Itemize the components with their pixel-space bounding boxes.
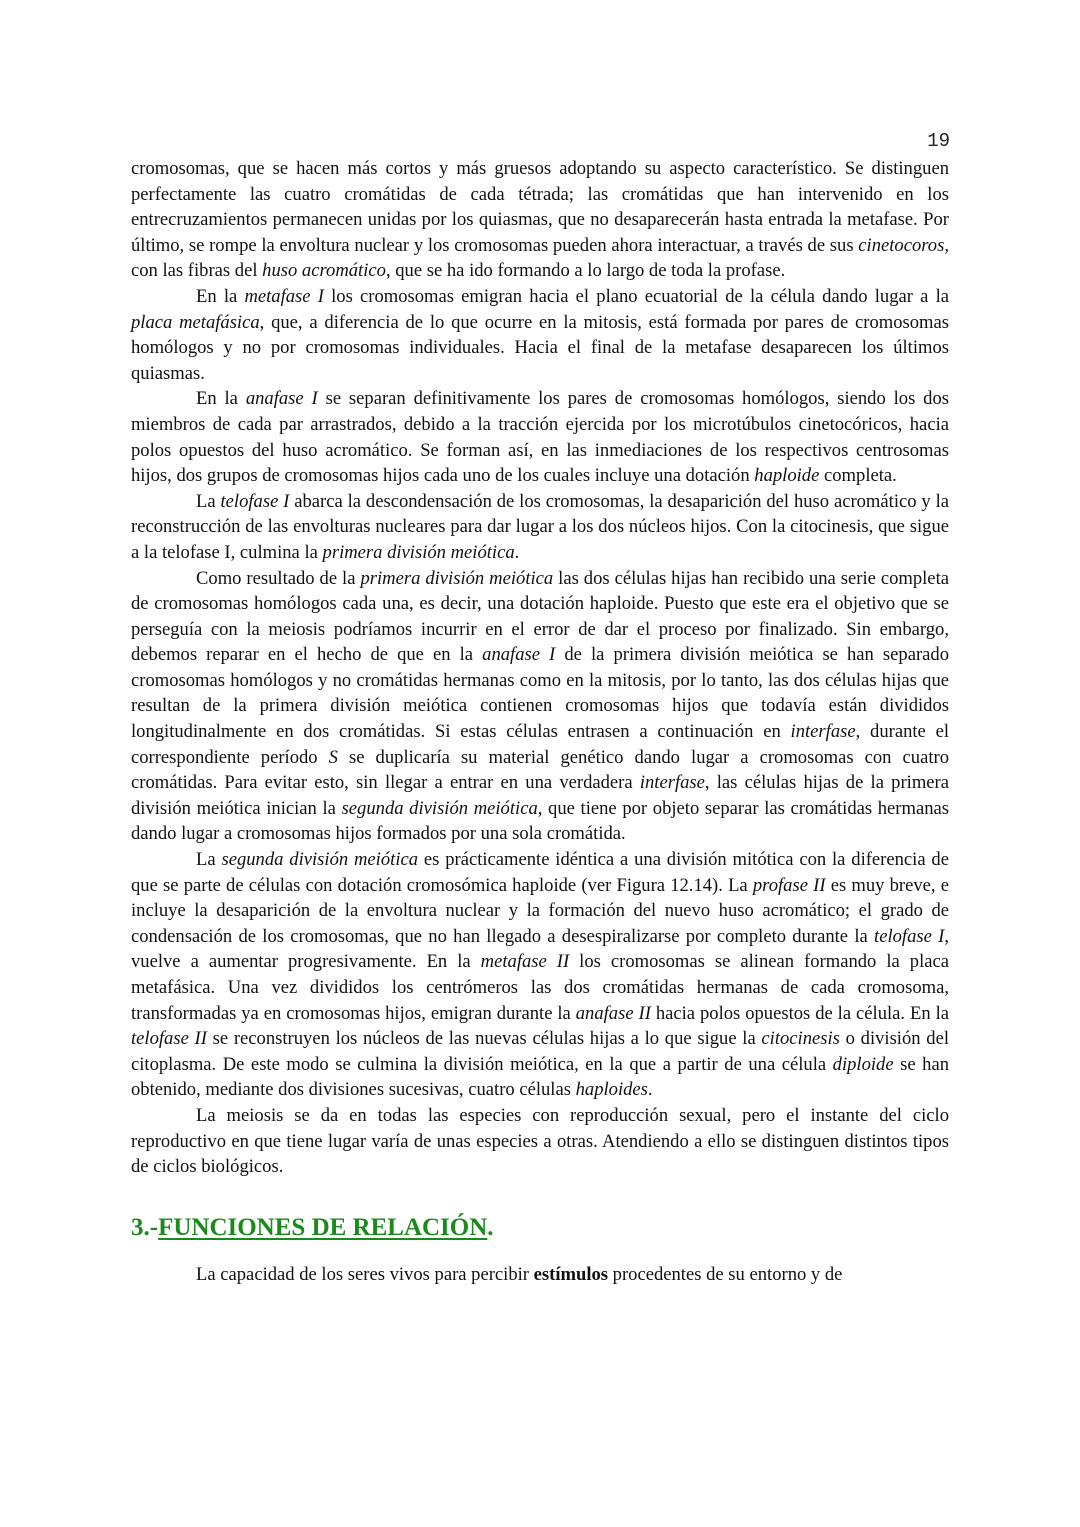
text-segment: es muy breve, e incluye la desaparición de la envoltura nuclear y la formación del nuevo huso acromático; el grado de condensación de los cromosomas, que no han llegado a desespiralizarse por completo durante la bbox=[131, 874, 949, 947]
text-segment: hacia polos opuestos de la célula. En la bbox=[650, 1002, 949, 1024]
paragraph bbox=[131, 847, 949, 1103]
italic-term: telofase II bbox=[131, 1028, 207, 1050]
paragraph bbox=[131, 156, 949, 284]
paragraph-list bbox=[131, 156, 949, 1180]
italic-term: primera división meiótica bbox=[322, 541, 515, 563]
italic-term: haploides bbox=[575, 1079, 648, 1101]
text-segment: se reconstruyen los núcleos de las nuevas células hijas a lo que sigue la bbox=[206, 1028, 762, 1050]
bold-term: estímulos bbox=[533, 1263, 609, 1285]
text-segment: , que, a diferencia de lo que ocurre en la mitosis, está formada por pares de cromosomas homólogos y no por cromosomas individuales. Hacia el final de la metafase desaparecen los últimos quiasmas. bbox=[131, 311, 950, 384]
paragraph bbox=[131, 284, 949, 386]
text-segment: La bbox=[196, 849, 222, 871]
text-segment: . bbox=[514, 541, 520, 563]
text-segment: o división del citoplasma. De este modo se culmina la división meiótica, en la que a partir de una célula bbox=[131, 1028, 949, 1075]
italic-term: anafase I bbox=[245, 388, 318, 410]
text-segment: de la primera división meiótica se han separado cromosomas homólogos y no cromátidas hermanas como en la mitosis, por lo tanto, las dos células hijas que resultan de la primera división meiótica contienen cromosomas hijos que todavía están divididos longitudinalmente en dos cromátidas. Si estas células entrasen a continuación en bbox=[131, 644, 950, 743]
italic-term: interfase bbox=[790, 721, 856, 743]
italic-term: telofase I bbox=[220, 490, 290, 512]
paragraph bbox=[131, 489, 949, 566]
italic-term: primera división meiótica bbox=[360, 567, 554, 589]
text-segment: La meiosis se da en todas las especies con reproducción sexual, pero el instante del ciclo reproductivo en que tiene lugar varía de unas especies a otras. Atendiendo a ello se distinguen distintos tipos de ciclos biológicos. bbox=[131, 1104, 949, 1178]
italic-term: anafase I bbox=[482, 644, 556, 666]
italic-term: metafase II bbox=[480, 951, 570, 973]
italic-term: anafase II bbox=[575, 1002, 651, 1024]
text-segment: , durante el correspondiente período bbox=[131, 721, 949, 768]
text-segment: , las células hijas de la primera división meiótica inician la bbox=[131, 772, 949, 819]
italic-term: metafase I bbox=[244, 285, 324, 307]
text-segment: los cromosomas emigran hacia el plano ecuatorial de la célula dando lugar a la bbox=[323, 285, 950, 307]
final-paragraph-container bbox=[131, 1262, 949, 1288]
paragraph bbox=[131, 386, 949, 488]
text-segment: , vuelve a aumentar progresivamente. En la bbox=[131, 925, 949, 973]
text-segment: abarca la descondensación de los cromosomas, la desaparición del huso acromático y la reconstrucción de las envolturas nucleares para dar lugar a los dos núcleos hijos. Con la citocinesis, que sigue a la telofase I, culmina la bbox=[131, 490, 949, 563]
text-segment: cromosomas, que se hacen más cortos y más gruesos adoptando su aspecto característico. Se distinguen perfectamente las cuatro cromátidas de cada tétrada; las cromátidas que han intervenido en los entrecruzamientos permanecen unidas por los quiasmas, que no desaparecerán hasta entrada la metafase. Por último, se rompe la envoltura nuclear y los cromosomas pueden ahora interactuar, a través de sus bbox=[131, 158, 949, 256]
final-paragraph bbox=[131, 1262, 949, 1288]
section-heading bbox=[131, 1212, 949, 1244]
italic-term: profase II bbox=[752, 874, 826, 896]
text-segment: , con las fibras del bbox=[131, 234, 949, 282]
section-title: FUNCIONES DE RELACIÓN bbox=[158, 1213, 488, 1241]
page-number: 19 bbox=[927, 130, 950, 152]
text-segment: las dos células hijas han recibido una serie completa de cromosomas homólogos cada una, es decir, una dotación haploide. Puesto que este era el objetivo que se perseguía con la meiosis podríamos incurrir en el error de dar el proceso por finalizado. Sin embargo, debemos reparar en el hecho de que en la bbox=[131, 567, 949, 666]
paragraph bbox=[131, 566, 949, 848]
text-segment: La capacidad de los seres vivos para percibir bbox=[196, 1263, 534, 1285]
italic-term: cinetocoros bbox=[858, 234, 945, 256]
italic-term: huso acromático bbox=[262, 260, 386, 282]
italic-term: telofase I bbox=[874, 925, 945, 947]
text-segment: En la bbox=[196, 388, 246, 410]
text-segment: procedentes de su entorno y de bbox=[608, 1263, 843, 1285]
italic-term: segunda división meiótica bbox=[341, 797, 538, 819]
italic-term: diploide bbox=[832, 1053, 894, 1075]
text-segment: se han obtenido, mediante dos divisiones sucesivas, cuatro células bbox=[131, 1053, 949, 1101]
text-segment: , que tiene por objeto separar las cromátidas hermanas dando lugar a cromosomas hijos formados por una sola cromátida. bbox=[131, 797, 949, 845]
text-segment: , que se ha ido formando a lo largo de toda la profase. bbox=[385, 260, 786, 282]
text-segment: los cromosomas se alinean formando la placa metafásica. Una vez divididos los centrómeros las dos cromátidas hermanas de cada cromosoma, transformadas ya en cromosomas hijos, emigran durante la bbox=[131, 951, 950, 1024]
italic-term: placa metafásica bbox=[131, 311, 260, 333]
italic-term: interfase bbox=[639, 772, 705, 794]
italic-term: haploide bbox=[754, 465, 820, 487]
text-segment: En la bbox=[196, 285, 245, 307]
text-segment: La bbox=[196, 490, 221, 512]
section-title-suffix: . bbox=[487, 1213, 494, 1241]
paragraph bbox=[131, 1103, 949, 1180]
section-number: 3.- bbox=[131, 1213, 159, 1241]
text-segment: . bbox=[647, 1079, 653, 1101]
text-segment: se duplicaría su material genético dando lugar a cromosomas con cuatro cromátidas. Para evitar esto, sin llegar a entrar en una verdadera bbox=[131, 746, 949, 794]
italic-term: segunda división meiótica bbox=[221, 849, 419, 871]
text-segment: Como resultado de la bbox=[196, 567, 361, 589]
text-segment: completa. bbox=[819, 465, 897, 487]
text-segment: se separan definitivamente los pares de cromosomas homólogos, siendo los dos miembros de cada par arrastrados, debido a la tracción ejercida por los microtúbulos cinetocóricos, hacia polos opuestos del huso acromático. Se forman así, en las inmediaciones de los respectivos centrosomas hijos, dos grupos de cromosomas hijos cada uno de los cuales incluye una dotación bbox=[131, 388, 950, 487]
italic-term: S bbox=[328, 746, 338, 768]
document-body bbox=[131, 156, 949, 1287]
italic-term: citocinesis bbox=[761, 1028, 840, 1050]
text-segment: es prácticamente idéntica a una división mitótica con la diferencia de que se parte de células con dotación cromosómica haploide (ver Figura 12.14). La bbox=[131, 849, 949, 896]
